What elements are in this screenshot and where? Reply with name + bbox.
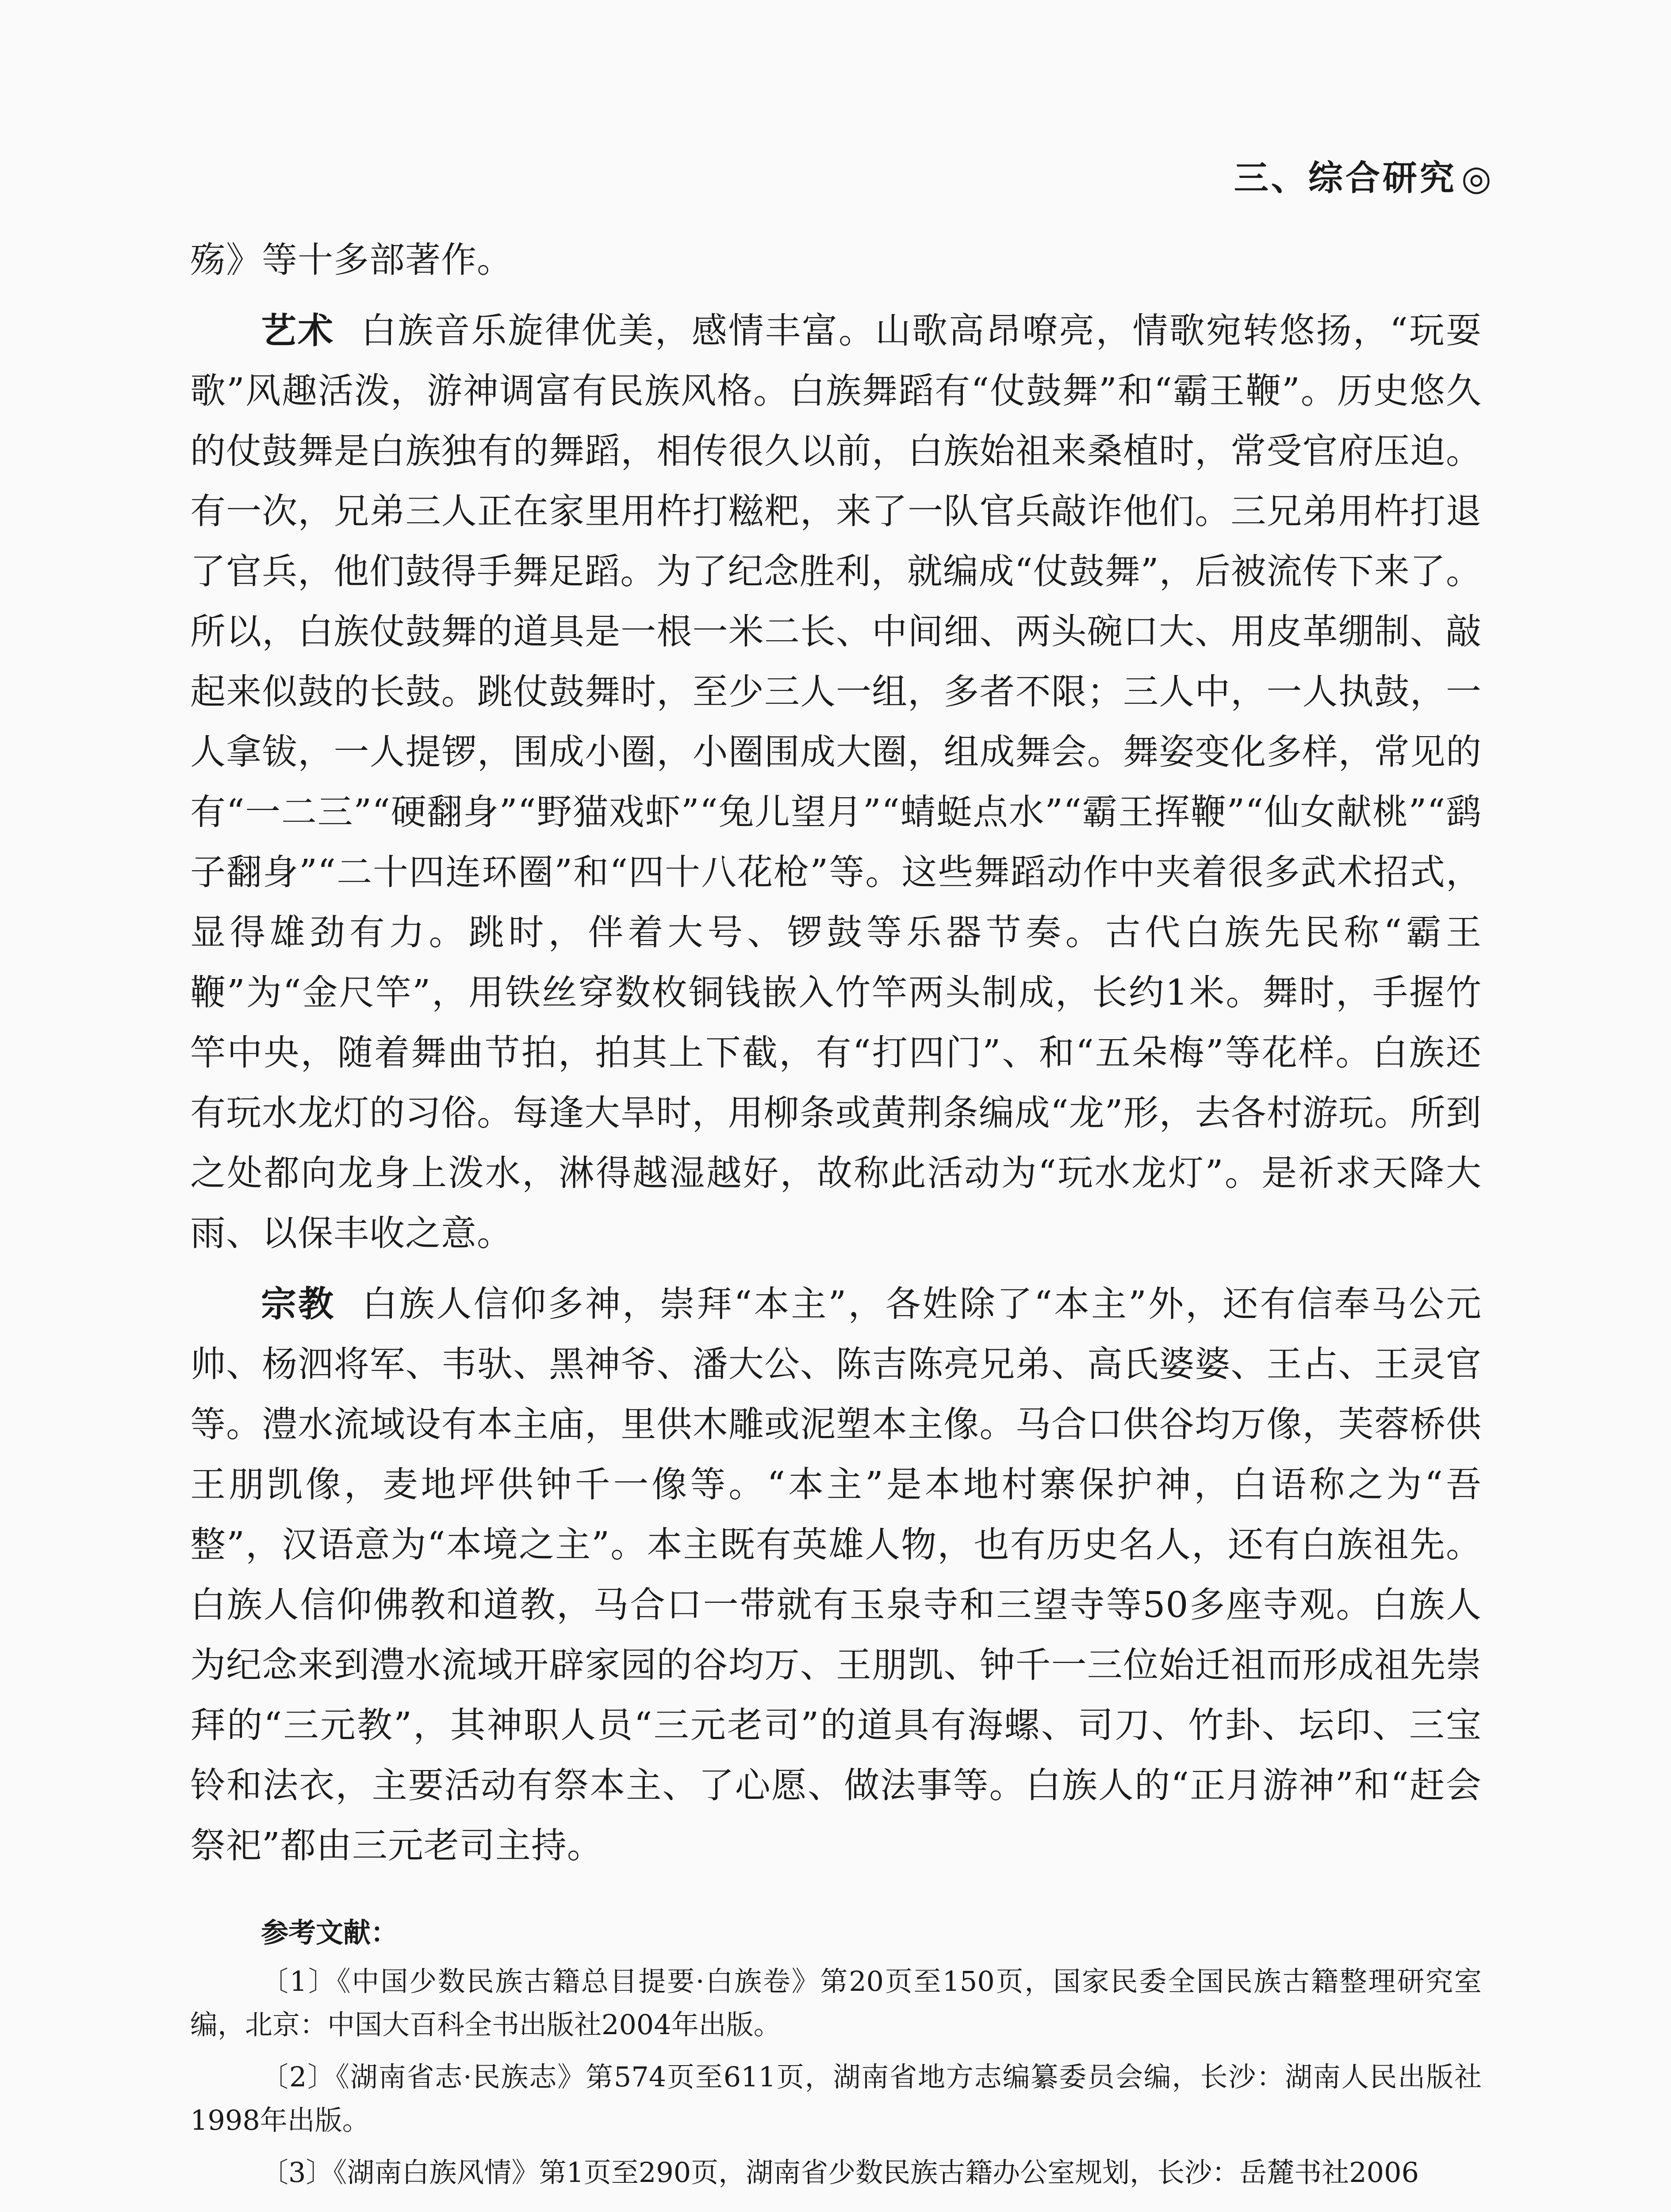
art-section	[190, 301, 1482, 1263]
reference-item: 〔3〕《湖南白族风情》第1页至290页，湖南省少数民族古籍办公室规划，长沙：岳麓书社2006	[261, 2156, 1419, 2189]
running-title: 三、综合研究	[1234, 158, 1457, 198]
religion-section-title: 宗教	[261, 1283, 336, 1325]
running-header	[1234, 150, 1494, 200]
body-text	[190, 230, 1482, 1886]
reference-item: 〔2〕《湖南省志·民族志》第574页至611页，湖南省地方志编纂委员会编，长沙：湖南人民出版社1998年出版。	[190, 2061, 1482, 2136]
reference-item: 〔1〕《中国少数民族古籍总目提要·白族卷》第20页至150页，国家民委全国民族古籍整理研究室编，北京：中国大百科全书出版社2004年出版。	[190, 1965, 1482, 2041]
religion-section-text: 白族人信仰多神，崇拜“本主”，各姓除了“本主”外，还有信奉马公元帅、杨泗将军、韦驮、黑神爷、潘大公、陈吉陈亮兄弟、高氏婆婆、王占、王灵官等。澧水流域设有本主庙，里供木雕或泥塑本主像。马合口供谷均万像，芙蓉桥供王朋凯像，麦地坪供钟千一像等。“本主”是本地村寨保护神，白语称之为“吾整”，汉语意为“本境之主”。本主既有英雄人物，也有历史名人，还有白族祖先。白族人信仰佛教和道教，马合口一带就有玉泉寺和三望寺等50多座寺观。白族人为纪念来到澧水流域开辟家园的谷均万、王朋凯、钟千一三位始迁祖而形成祖先崇拜的“三元教”，其神职人员“三元老司”的道具有海螺、司刀、竹卦、坛印、三宝铃和法衣，主要活动有祭本主、了心愿、做法事等。白族人的“正月游神”和“赶会祭祀”都由三元老司主持。	[190, 1283, 1482, 1866]
references-title: 参考文献：	[261, 1916, 399, 1949]
art-section-title: 艺术	[261, 310, 335, 351]
art-section-text: 白族音乐旋律优美，感情丰富。山歌高昂嘹亮，情歌宛转悠扬，“玩耍歌”风趣活泼，游神调富有民族风格。白族舞蹈有“仗鼓舞”和“霸王鞭”。历史悠久的仗鼓舞是白族独有的舞蹈，相传很久以前，白族始祖来桑植时，常受官府压迫。有一次，兄弟三人正在家里用杵打糍粑，来了一队官兵敲诈他们。三兄弟用杵打退了官兵，他们鼓得手舞足蹈。为了纪念胜利，就编成“仗鼓舞”，后被流传下来了。所以，白族仗鼓舞的道具是一根一米二长、中间细、两头碗口大、用皮革绷制、敲起来似鼓的长鼓。跳仗鼓舞时，至少三人一组，多者不限；三人中，一人执鼓，一人拿钹，一人提锣，围成小圈，小圈围成大圈，组成舞会。舞姿变化多样，常见的有“一二三”“硬翻身”“野猫戏虾”“兔儿望月”“蜻蜓点水”“霸王挥鞭”“仙女献桃”“鹞子翻身”“二十四连环圈”和“四十八花枪”等。这些舞蹈动作中夹着很多武术招式，显得雄劲有力。跳时，伴着大号、锣鼓等乐器节奏。古代白族先民称“霸王鞭”为“金尺竿”，用铁丝穿数枚铜钱嵌入竹竿两头制成，长约1米。舞时，手握竹竿中央，随着舞曲节拍，拍其上下截，有“打四门”、和“五朵梅”等花样。白族还有玩水龙灯的习俗。每逢大旱时，用柳条或黄荆条编成“龙”形，去各村游玩。所到之处都向龙身上泼水，淋得越湿越好，故称此活动为“玩水龙灯”。是祈求天降大雨、以保丰收之意。	[190, 310, 1482, 1254]
references	[190, 1911, 1482, 2203]
intro-fragment: 殇》等十多部著作。	[190, 239, 513, 280]
circle-symbol-icon: ◎	[1461, 158, 1494, 198]
religion-section	[190, 1274, 1482, 1876]
